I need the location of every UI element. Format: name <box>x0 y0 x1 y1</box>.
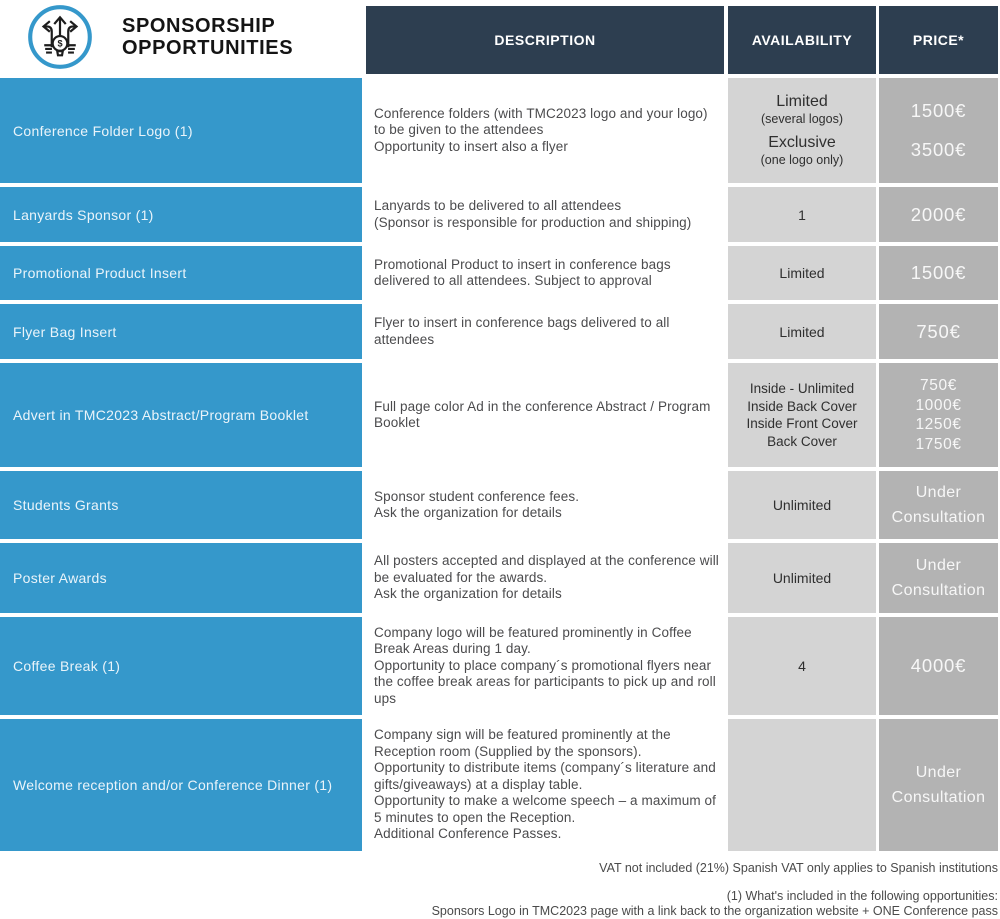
description-line: Ask the organization for details <box>374 505 562 520</box>
money-idea-arrows-icon <box>27 4 93 70</box>
availability-line: Unlimited <box>772 497 832 513</box>
price-cell <box>879 187 998 242</box>
price-cell <box>879 363 998 467</box>
description-line: Full page color Ad in the conference Abstract / Program Booklet <box>374 398 711 430</box>
price-cell <box>879 471 998 539</box>
price-value: Under Consultation <box>891 764 986 806</box>
description-line: Company logo will be featured prominently in Coffee Break Areas during 1 day. <box>374 624 692 657</box>
price-cell <box>879 719 998 851</box>
description-line: All posters accepted and displayed at the conference will be evaluated for the awards. <box>374 553 719 585</box>
included-note-line2: Sponsors Logo in TMC2023 page with a link back to the organization website + ONE Conference pass <box>431 904 998 918</box>
description-line: Ask the organization for details <box>374 586 562 602</box>
price-value: 1500€ <box>910 100 967 121</box>
item-cell-poster-awards: Poster Awards <box>0 543 362 613</box>
availability-line: Exclusive <box>768 134 836 151</box>
description-line: Sponsor student conference fees. <box>374 488 580 504</box>
item-cell-advert-booklet: Advert in TMC2023 Abstract/Program Booklet <box>0 363 362 467</box>
availability-line: Back Cover <box>767 433 837 449</box>
description-line: Opportunity to insert also a flyer <box>374 138 568 154</box>
description-cell <box>366 187 724 242</box>
description-cell <box>366 363 724 467</box>
price-cell <box>879 543 998 613</box>
page-title-line2: OPPORTUNITIES <box>122 37 294 59</box>
availability-line: Inside Back Cover <box>747 398 857 414</box>
description-line: Lanyards to be delivered to all attendees <box>374 198 622 213</box>
brand-header <box>0 0 362 74</box>
availability-cell <box>728 304 876 359</box>
availability-line: 1 <box>798 206 806 223</box>
column-header-availability: AVAILABILITY <box>728 6 876 74</box>
item-cell-promotional-product-insert: Promotional Product Insert <box>0 246 362 300</box>
price-value: 750€ <box>920 377 957 394</box>
description-line: Company sign will be featured prominently at the Reception room (Supplied by the sponsors). <box>374 727 671 759</box>
description-line: (Sponsor is responsible for production and shipping) <box>374 214 692 230</box>
price-cell <box>879 617 998 715</box>
item-cell-lanyards-sponsor: Lanyards Sponsor (1) <box>0 187 362 242</box>
availability-cell-empty <box>728 719 876 851</box>
availability-cell <box>728 78 876 183</box>
description-cell <box>366 246 724 300</box>
item-cell-welcome-reception-dinner: Welcome reception and/or Conference Dinner (1) <box>0 719 362 851</box>
description-line: Additional Conference Passes. <box>374 826 562 842</box>
description-cell <box>366 78 724 183</box>
availability-line: Limited <box>779 265 825 281</box>
description-line: Opportunity to place company´s promotional flyers near the coffee break areas for participants to pick up and roll ups <box>374 657 716 706</box>
svg-text:$: $ <box>57 38 63 49</box>
price-value: 1000€ <box>915 396 962 414</box>
availability-line: Inside - Unlimited <box>749 381 855 396</box>
availability-line: Limited <box>776 93 828 110</box>
price-value: 750€ <box>916 320 961 342</box>
page-title-line1: SPONSORSHIP <box>122 15 276 37</box>
price-value: 4000€ <box>910 655 967 676</box>
included-note-line1: (1) What's included in the following opportunities: <box>726 889 998 903</box>
description-line: Opportunity to make a welcome speech – a maximum of 5 minutes to open the Reception. <box>374 793 716 825</box>
description-line: Opportunity to distribute items (company´s literature and gifts/giveaways) at a display table. <box>374 760 716 792</box>
availability-cell <box>728 543 876 613</box>
price-value: Under Consultation <box>891 484 986 526</box>
availability-line: Limited <box>779 323 825 340</box>
column-header-price: PRICE* <box>879 6 998 74</box>
description-cell <box>366 543 724 613</box>
price-value: 1250€ <box>915 416 962 433</box>
price-value: 1500€ <box>910 262 967 283</box>
description-line: Conference folders (with TMC2023 logo and your logo) to be given to the attendees <box>374 105 708 138</box>
availability-cell <box>728 187 876 242</box>
availability-line: (one logo only) <box>760 153 844 167</box>
availability-line: (several logos) <box>761 112 843 126</box>
page-title <box>122 15 293 59</box>
price-value: 1750€ <box>915 435 962 453</box>
item-cell-flyer-bag-insert: Flyer Bag Insert <box>0 304 362 359</box>
description-cell <box>366 719 724 851</box>
availability-cell <box>728 246 876 300</box>
availability-cell <box>728 471 876 539</box>
availability-cell <box>728 617 876 715</box>
price-cell <box>879 246 998 300</box>
price-cell <box>879 78 998 183</box>
description-line: Flyer to insert in conference bags delivered to all attendees <box>374 315 670 347</box>
description-cell <box>366 304 724 359</box>
price-value: 2000€ <box>910 203 967 225</box>
item-cell-coffee-break: Coffee Break (1) <box>0 617 362 715</box>
availability-line: Inside Front Cover <box>746 416 858 431</box>
item-cell-students-grants: Students Grants <box>0 471 362 539</box>
price-cell <box>879 304 998 359</box>
price-value: 3500€ <box>910 139 967 160</box>
vat-note: VAT not included (21%) Spanish VAT only applies to Spanish institutions <box>599 861 998 875</box>
item-cell-conference-folder-logo: Conference Folder Logo (1) <box>0 78 362 183</box>
description-cell <box>366 617 724 715</box>
column-header-description: DESCRIPTION <box>366 6 724 74</box>
availability-line: Unlimited <box>772 570 832 586</box>
availability-cell <box>728 363 876 467</box>
availability-line: 4 <box>798 658 806 674</box>
included-note <box>0 889 998 919</box>
description-cell <box>366 471 724 539</box>
price-value: Under Consultation <box>891 557 986 599</box>
description-line: Promotional Product to insert in conference bags delivered to all attendees. Subject to approval <box>374 256 671 288</box>
footer-notes <box>0 860 1000 919</box>
